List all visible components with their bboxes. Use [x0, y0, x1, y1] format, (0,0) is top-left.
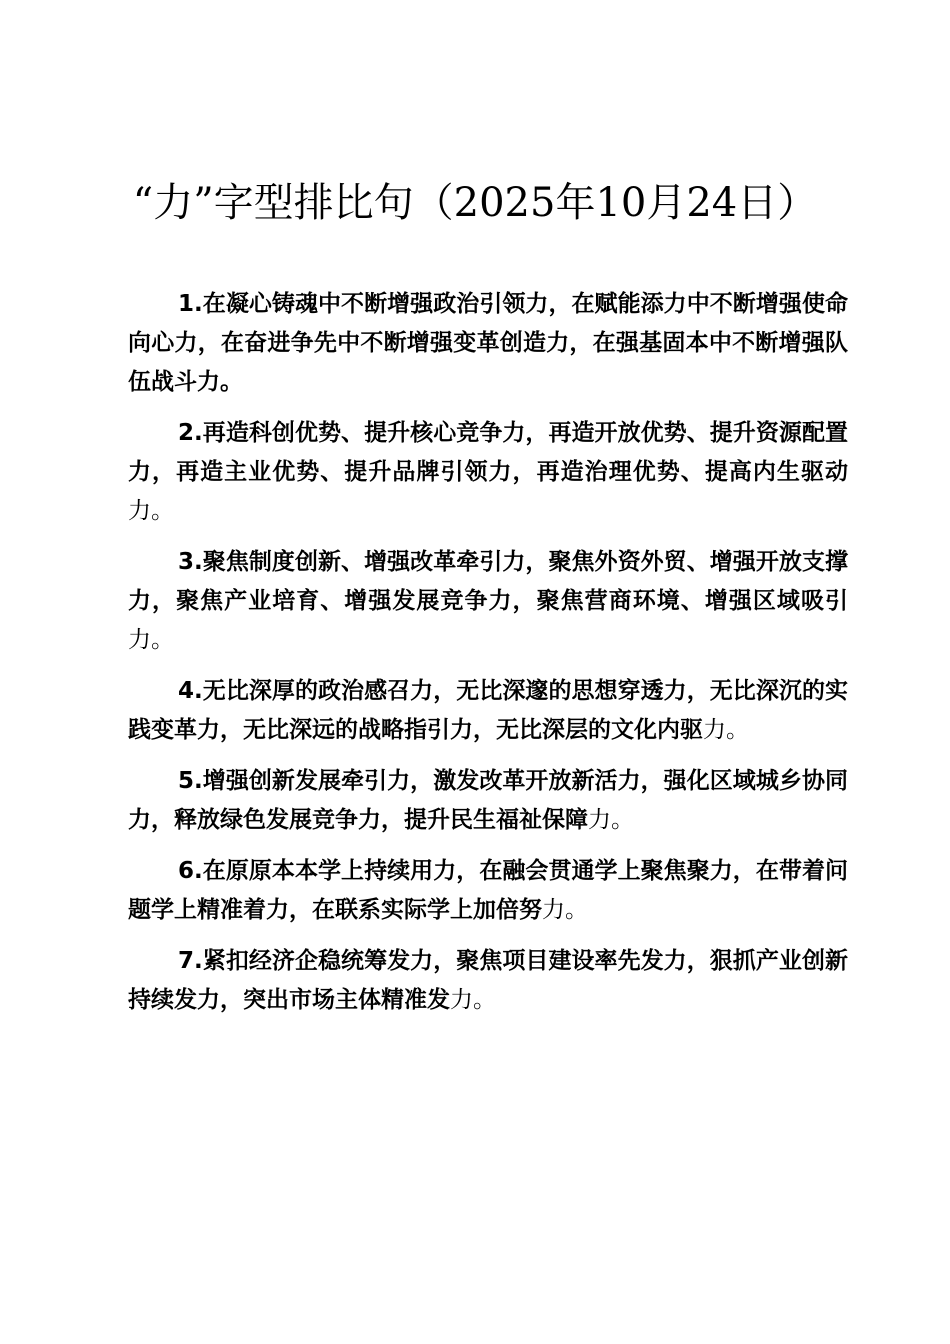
paragraph-4-text: 4.无比深厚的政治感召力，无比深邃的思想穿透力，无比深沉的实践变革力，无比深远的战略指引力，无比深层的文化内驱 [128, 678, 848, 743]
paragraph-3-tail: 力。 [128, 627, 174, 653]
paragraph-7-text: 7.紧扣经济企稳统筹发力，聚焦项目建设率先发力，狠抓产业创新持续发力，突出市场主体精准发 [128, 948, 848, 1013]
paragraph-2-text: 2.再造科创优势、提升核心竞争力，再造开放优势、提升资源配置力，再造主业优势、提升品牌引领力，再造治理优势、提高内生驱动 [128, 420, 848, 485]
paragraph-3-text: 3.聚焦制度创新、增强改革牵引力，聚焦外资外贸、增强开放支撑力，聚焦产业培育、增强发展竞争力，聚焦营商环境、增强区域吸引 [128, 549, 848, 614]
paragraph-2 [128, 414, 848, 531]
paragraph-4-tail: 力。 [703, 717, 749, 743]
paragraph-2-tail: 力。 [128, 498, 174, 524]
paragraph-6-tail: 力。 [542, 897, 588, 923]
paragraph-3 [128, 543, 848, 660]
paragraph-1-text: 1.在凝心铸魂中不断增强政治引领力，在赋能添力中不断增强使命向心力，在奋进争先中不断增强变革创造力，在强基固本中不断增强队伍战斗力。 [128, 291, 848, 395]
paragraph-6-text: 6.在原原本本学上持续用力，在融会贯通学上聚焦聚力，在带着问题学上精准着力，在联系实际学上加倍努 [128, 858, 848, 923]
paragraph-4 [128, 672, 848, 750]
paragraph-7-tail: 力。 [450, 987, 496, 1013]
paragraph-6 [128, 852, 848, 930]
paragraph-5-text: 5.增强创新发展牵引力，激发改革开放新活力，强化区域城乡协同力，释放绿色发展竞争力，提升民生福祉保障 [128, 768, 848, 833]
paragraph-7 [128, 942, 848, 1020]
paragraph-5 [128, 762, 848, 840]
document-body [128, 285, 848, 1032]
document-title: “力”字型排比句（2025年10月24日） [132, 180, 818, 226]
paragraph-1 [128, 285, 848, 402]
paragraph-5-tail: 力。 [588, 807, 634, 833]
